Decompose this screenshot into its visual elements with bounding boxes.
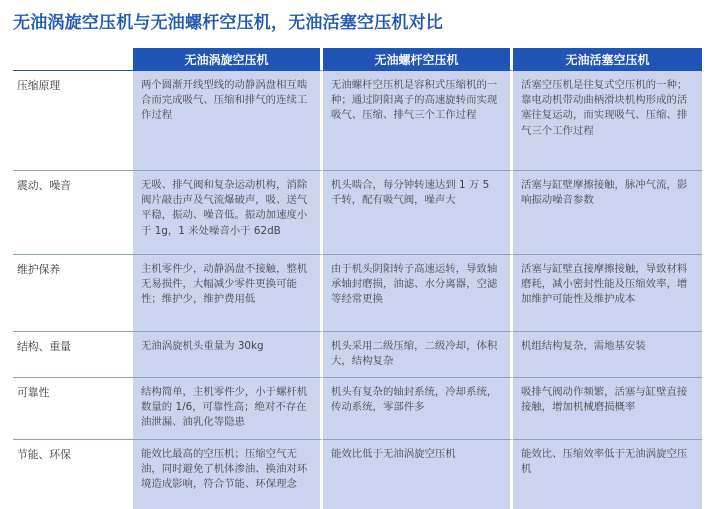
- table-cell: 能效比、压缩效率低于无油涡旋空压机: [513, 439, 702, 509]
- column-header-piston: 无油活塞空压机: [513, 48, 702, 70]
- row-label: 节能、环保: [13, 439, 133, 509]
- table-cell: 活塞空压机是往复式空压机的一种；靠电动机带动曲柄滑块机构形成的活塞往复运动，而实现吸气、压缩、排气三个工作过程: [513, 70, 702, 170]
- table-cell: 吸排气阀动作频繁，活塞与缸壁直接接触，增加机械磨损概率: [513, 377, 702, 439]
- table-cell: 主机零件少，动静涡盘不接触，整机无易损件，大幅减少零件更换可能性；维护少，维护费用低: [133, 254, 323, 331]
- table-row: [13, 439, 702, 509]
- header-corner: [13, 48, 133, 70]
- table-cell: 无油涡旋机头重量为 30kg: [133, 331, 323, 377]
- table-row: [13, 170, 702, 254]
- row-label: 压缩原理: [13, 70, 133, 170]
- table-row: [13, 70, 702, 170]
- table-row: [13, 254, 702, 331]
- table-cell: 活塞与缸壁摩擦接触，脉冲气流，影响振动噪音参数: [513, 170, 702, 254]
- table-cell: 无吸、排气阀和复杂运动机构，消除阀片敲击声及气流爆破声，吸、送气平稳，振动、噪音低。振动加速度小于 1g，1 米处噪音小于 62dB: [133, 170, 323, 254]
- column-header-screw: 无油螺杆空压机: [323, 48, 513, 70]
- table-cell: 机头采用二级压缩，二级冷却，体积大，结构复杂: [323, 331, 513, 377]
- page-title: 无油涡旋空压机与无油螺杆空压机，无油活塞空压机对比: [13, 13, 443, 33]
- table-cell: 由于机头阴阳转子高速运转，导致轴承轴封磨损，油滤、水分离器，空滤等经常更换: [323, 254, 513, 331]
- table-cell: 能效比低于无油涡旋空压机: [323, 439, 513, 509]
- table-row: [13, 377, 702, 439]
- table-cell: 机组结构复杂，需地基安装: [513, 331, 702, 377]
- table-header-row: [13, 48, 702, 70]
- table-cell: 结构简单，主机零件少，小于螺杆机数量的 1/6，可靠性高；绝对不存在油泄漏、油乳化等隐患: [133, 377, 323, 439]
- row-label: 结构、重量: [13, 331, 133, 377]
- table-cell: 无油螺杆空压机是容积式压缩机的一种；通过阴阳离子的高速旋转而实现吸气、压缩、排气三个工作过程: [323, 70, 513, 170]
- table-cell: 机头有复杂的轴封系统，冷却系统，传动系统，零部件多: [323, 377, 513, 439]
- table-cell: 两个圆渐开线型线的动静涡盘相互啮合而完成吸气、压缩和排气的连续工作过程: [133, 70, 323, 170]
- table-cell: 活塞与缸壁直接摩擦接触，导致材料磨耗，减小密封性能及压缩效率，增加维护可能性及维护成本: [513, 254, 702, 331]
- table-cell: 能效比最高的空压机；压缩空气无油，同时避免了机体渗油、换油对环境造成影响，符合节能、环保理念: [133, 439, 323, 509]
- row-label: 震动、噪音: [13, 170, 133, 254]
- row-label: 可靠性: [13, 377, 133, 439]
- table-cell: 机头啮合，每分钟转速达到 1 万 5 千转，配有吸气阀，噪声大: [323, 170, 513, 254]
- row-label: 维护保养: [13, 254, 133, 331]
- comparison-table: [13, 48, 702, 509]
- column-header-scroll: 无油涡旋空压机: [133, 48, 323, 70]
- table-row: [13, 331, 702, 377]
